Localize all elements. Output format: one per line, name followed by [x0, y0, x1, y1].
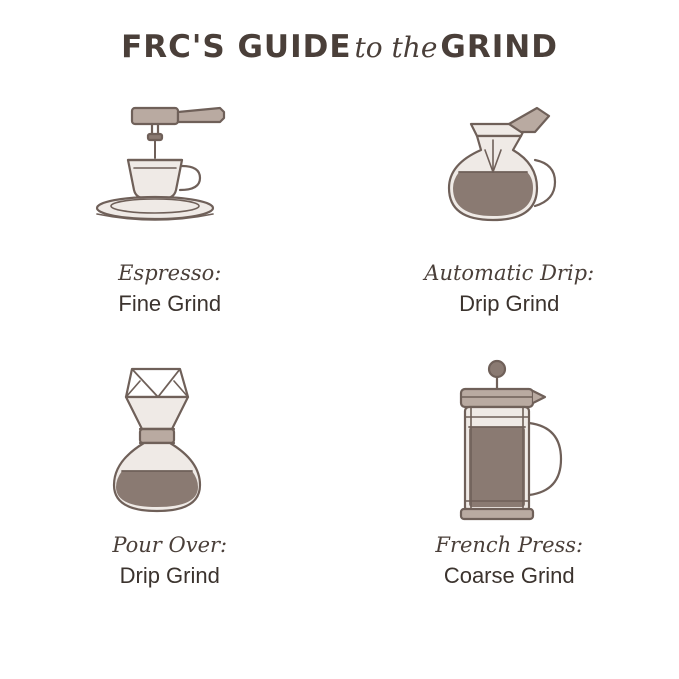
brew-method-grid	[0, 86, 679, 630]
brew-method-pour-over	[0, 358, 340, 630]
coffee-carafe-icon	[409, 86, 609, 251]
page-title-part-3: GRIND	[440, 29, 558, 65]
method-name: French Press:	[435, 533, 584, 558]
page-title-part-2: to the	[354, 31, 438, 64]
brew-method-espresso	[0, 86, 340, 358]
grind-type: Drip Grind	[119, 563, 220, 589]
method-name: Espresso:	[118, 261, 222, 286]
brew-method-automatic-drip	[340, 86, 679, 358]
pour-over-chemex-icon	[70, 358, 270, 523]
method-name: Pour Over:	[112, 533, 228, 558]
caption-pour-over	[112, 531, 227, 592]
grind-type: Drip Grind	[459, 291, 560, 317]
brew-method-french-press	[340, 358, 679, 630]
caption-espresso	[118, 259, 221, 320]
grind-type: Coarse Grind	[443, 563, 575, 589]
espresso-machine-icon	[70, 86, 270, 251]
caption-french-press	[435, 531, 583, 592]
grind-type: Fine Grind	[118, 291, 222, 317]
page-title	[0, 0, 679, 64]
caption-automatic-drip	[424, 259, 594, 320]
page-title-part-1: FRC'S GUIDE	[121, 29, 352, 65]
method-name: Automatic Drip:	[424, 261, 595, 286]
french-press-icon	[409, 358, 609, 523]
